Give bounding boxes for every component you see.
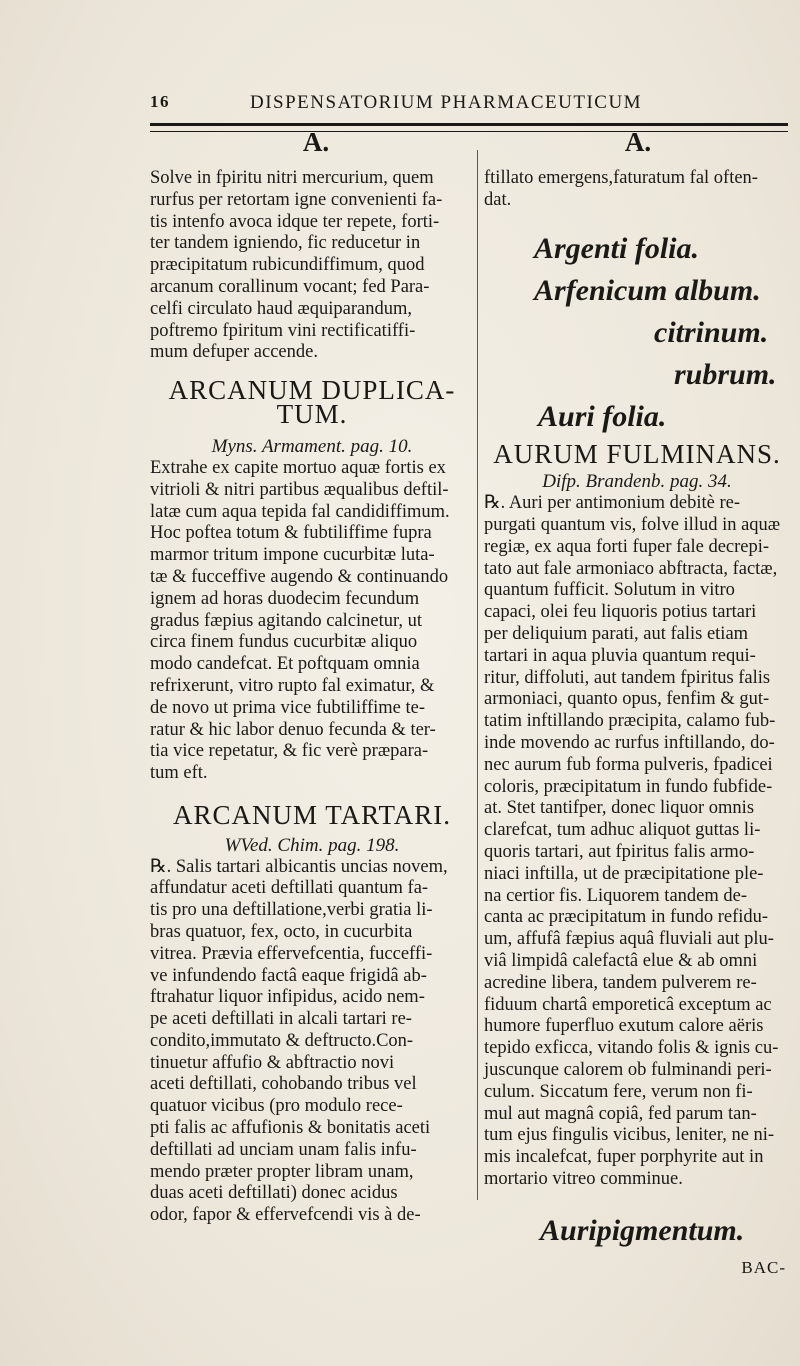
catchword: BAC-	[741, 1257, 786, 1277]
text-line: armoniaci, quanto opus, fenfim & gut-	[484, 689, 770, 710]
text-line: mul aut magnâ copiâ, fed parum tan-	[484, 1103, 757, 1124]
text-line: um, affufâ fæpius aquâ fluviali aut plu-	[484, 929, 774, 950]
text-line: ftrahatur liquor infipidus, acido nem-	[150, 987, 425, 1008]
text-line: inde movendo ac rurfus inftillando, do-	[484, 732, 775, 753]
text-line: regiæ, ex aqua forti fuper fale decrepi-	[484, 536, 770, 557]
ingredient-list	[484, 228, 790, 438]
page-number: 16	[150, 92, 170, 111]
ingredient-item: Argenti folia.	[534, 231, 700, 265]
text-line: modo candefcat. Et poftquam omnia	[150, 654, 420, 675]
text-line: tum ejus fingulis vicibus, leniter, ne ni-	[484, 1125, 775, 1146]
text-line: celfi circulato haud æquiparandum,	[150, 298, 412, 319]
text-line: tinuetur affufio & abftractio novi	[150, 1052, 395, 1073]
text-line: mum defuper accende.	[150, 342, 318, 363]
text-line: vitrioli & nitri partibus æqualibus deftil-	[150, 479, 449, 500]
text-line: capaci, olei feu liquoris potius tartari	[484, 602, 757, 623]
ingredient-item: Auripigmentum.	[540, 1213, 745, 1247]
text-line: latæ cum aqua tepida fal candidiffimum.	[150, 501, 450, 522]
text-line: poftremo fpiritum vini rectificatiffi-	[150, 320, 416, 341]
text-line: ratur & hic labor denuo fecunda & ter-	[150, 719, 436, 740]
section-reference: Difp. Brandenb. pag. 34.	[542, 471, 732, 493]
text-line: pti falis ac affufionis & bonitatis aceti	[150, 1118, 431, 1139]
section-reference: WVed. Chim. pag. 198.	[224, 834, 400, 856]
text-line: deftillati ad unciam unam falis infu-	[150, 1139, 417, 1160]
text-line: ℞. Auri per antimonium debitè re-	[484, 493, 740, 514]
running-head: DISPENSATORIUM PHARMACEUTICUM	[250, 92, 643, 113]
right-column-letter: A.	[624, 127, 652, 157]
text-line: ritur, diffoluti, aut tandem fpiritus falis	[484, 667, 771, 688]
text-line: ve infundendo factâ eaque frigidâ ab-	[150, 965, 427, 986]
text-line: tæ & fucceffive augendo & continuando	[150, 566, 449, 587]
left-paragraph-3	[150, 857, 474, 1228]
text-line: viâ limpidâ calefactâ elue & ab omni	[484, 950, 758, 971]
section-heading-arcanum-duplicatum	[150, 375, 474, 430]
column-divider	[477, 150, 478, 1200]
text-line: arcanum corallinum vocant; fed Para-	[150, 276, 430, 297]
text-line: nec aurum fub forma pulveris, fpadicei	[484, 754, 773, 775]
text-line: na certior fis. Liquorem tandem de-	[484, 885, 748, 906]
text-line: acredine libera, tandem pulverem re-	[484, 972, 757, 993]
text-line: marmor tritum impone cucurbitæ luta-	[150, 545, 435, 566]
text-line: at. Stet tantifper, donec liquor omnis	[484, 798, 755, 819]
text-line: gradus fæpius agitando calcinetur, ut	[150, 610, 423, 631]
text-line: tatim inftillando præcipita, calamo fub-	[484, 711, 776, 732]
section-heading-aurum-fulminans: AURUM FULMINANS.	[493, 438, 781, 469]
left-column-letter: A.	[302, 127, 330, 157]
ingredient-item: citrinum.	[654, 315, 769, 349]
text-line: quantum fufficit. Solutum in vitro	[484, 580, 735, 601]
text-line: duas aceti deftillati) donec acidus	[150, 1183, 398, 1204]
text-line: coloris, præcipitatum in fundo fubfide-	[484, 776, 773, 797]
header-rule	[150, 123, 788, 132]
text-line: vitrea. Prævia effervefcentia, fucceffi-	[150, 943, 433, 964]
ingredient-item: Auri folia.	[538, 399, 667, 433]
text-line: refrixerunt, vitro rupto fal eximatur, &	[150, 675, 435, 696]
text-line: ter tandem igniendo, fic reducetur in	[150, 233, 421, 254]
text-line: condito,immutato & deftructo.Con-	[150, 1030, 414, 1051]
text-line: bras quatuor, fex, octo, in cucurbita	[150, 921, 413, 942]
text-line: ℞. Salis tartari albicantis uncias novem,	[150, 856, 448, 877]
text-line: tepido exficca, vitando folis & ignis cu-	[484, 1038, 779, 1059]
heading-line: ARCANUM DUPLICA-	[168, 375, 456, 406]
text-line: quoris tartari, aut fpiritus falis armo-	[484, 841, 755, 862]
text-line: præcipitatum rubicundiffimum, quod	[150, 255, 425, 276]
text-line: culum. Siccatum fere, verum non fi-	[484, 1081, 753, 1102]
text-line: mis incalefcat, fuper porphyrite aut in	[484, 1147, 764, 1168]
section-reference: Myns. Armament. pag. 10.	[211, 436, 413, 458]
text-line: niaci inftilla, ut de præcipitatione ple-	[484, 863, 764, 884]
right-paragraph-2	[484, 493, 790, 1191]
left-paragraph-2	[150, 458, 474, 785]
text-line: circa finem fundus cucurbitæ aliquo	[150, 632, 418, 653]
ingredient-item: rubrum.	[674, 357, 777, 391]
text-line: dat.	[484, 189, 512, 210]
text-line: Extrahe ex capite mortuo aquæ fortis ex	[150, 457, 446, 478]
text-line: tis pro una deftillatione,verbi gratia li-	[150, 900, 433, 921]
left-paragraph-1	[150, 168, 474, 364]
text-line: quatuor vicibus (pro modulo rece-	[150, 1096, 403, 1117]
page-header	[150, 92, 790, 118]
text-line: mendo præter propter libram unam,	[150, 1161, 414, 1182]
right-column	[484, 168, 790, 1278]
text-line: humore fuperfluo exutum calore aëris	[484, 1016, 764, 1037]
text-line: pe aceti deftillati in alcali tartari re-	[150, 1009, 412, 1030]
text-line: canta ac præcipitatum in fundo refidu-	[484, 907, 769, 928]
text-line: de novo ut prima vice fubtiliffime te-	[150, 697, 426, 718]
text-line: tum eft.	[150, 763, 208, 784]
text-line: Solve in fpiritu nitri mercurium, quem	[150, 168, 434, 188]
text-line: affundatur aceti deftillati quantum fa-	[150, 878, 429, 899]
ingredient-item: Arfenicum album.	[534, 273, 761, 307]
text-line: rurfus per retortam igne convenienti fa-	[150, 189, 443, 210]
text-line: per deliquium parati, aut falis etiam	[484, 623, 749, 644]
heading-line: TUM.	[276, 399, 348, 430]
text-line: mortario vitreo comminue.	[484, 1168, 683, 1189]
text-line: fiduum chartâ emporeticâ exceptum ac	[484, 994, 772, 1015]
text-line: clarefcat, tum adhuc aliquot guttas li-	[484, 820, 761, 841]
text-line: purgati quantum vis, folve illud in aquæ	[484, 514, 781, 535]
text-line: tato aut fale armoniaco abftracta, factæ,	[484, 558, 778, 579]
right-paragraph-1	[484, 168, 790, 212]
text-line: odor, fapor & effervefcendi vis à de-	[150, 1205, 421, 1226]
left-column	[150, 168, 474, 1227]
text-line: aceti deftillati, cohobando tribus vel	[150, 1074, 417, 1095]
text-line: ignem ad horas duodecim fecundum	[150, 588, 420, 609]
text-line: tartari in aqua pluvia quantum requi-	[484, 645, 756, 666]
text-line: tis intenfo avoca idque ter repete, forti-	[150, 211, 440, 232]
text-line: ftillato emergens,faturatum fal often-	[484, 168, 758, 188]
text-line: tia vice repetatur, & fic verè præpara-	[150, 741, 429, 762]
text-line: juscunque calorem ob fulminandi peri-	[484, 1059, 772, 1080]
section-heading-arcanum-tartari: ARCANUM TARTARI.	[172, 799, 452, 830]
text-line: Hoc poftea totum & fubtiliffime fupra	[150, 523, 432, 544]
